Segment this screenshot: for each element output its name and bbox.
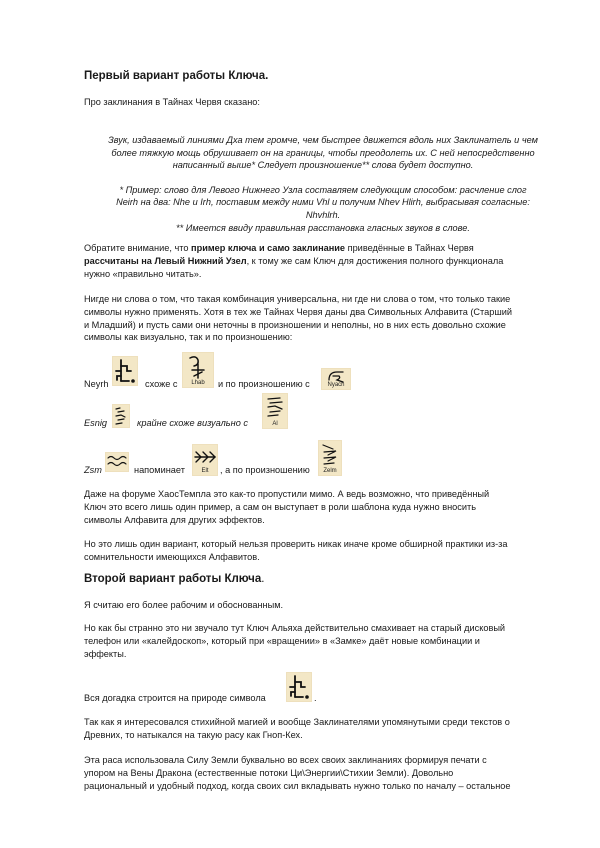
section2-title: Второй вариант работы Ключа. (84, 573, 265, 585)
quote-line: Звук, издаваемый линиями Дха тем громче, чем быстрее движется вдоль них Заклинатель и чем (108, 135, 538, 145)
word-zsm: Zsm (84, 465, 102, 475)
document-page: Первый вариант работы Ключа. Про заклинания в Тайнах Червя сказано: Звук, издаваемый линиями Дха тем громче, чем быстрее движется вдоль них Заклинатель и чем более тяжкую мощь обрушивает он на границы, чтобы преодолеть их. С ней непосредственно написанный выше* Следует произношение** слова будет доступно. * Пример: слово для Левого Нижнего Узла составляем следующим способом: расчление слог Neirh на два: Nhe и Irh, поставим между ними Vhl и получим Nhev Hlirh, выбрасывая согласные: Nhvhlrh. ** Имеется ввиду правильная расстановка гласных звуков в слове. Обратите внимание, что пример ключа и само заклинание приведённые в Тайнах Червя рассчитаны на Левый Нижний Узел, к тому же сам Ключ для достижения полного функционала нужно «правильно читать». Нигде ни слова о том, что такая комбинация универсальна, ни где ни слова о том, что только такие символы нужно применять. Хотя в тех же Тайнах Червя даны два Символьных Алфавита (Старший и Младший) и пусть сами они неточны в произношении и неполны, но в них есть довольно схожие символы как визуально, так и по произношению: Neyrh схоже с Lhab и по произношению с Nyach Esnig крайне схоже визуально с Al Zsm напоминает Elt , а по произношению Zelm Даже на форуме ХаосТемпла это как-то пропустили мимо. А ведь возможно, что приведённый Ключ это всего лишь один пример, а сам он выступает в роли шаблона куда нужно вносить символы Алфавита для других эффектов. Но это лишь один вариант, который нельзя проверить никак иначе кроме обширной практики из-за сомнительности имеющихся Алфавитов. Второй вариант работы Ключа. Я считаю его более рабочим и обоснованным. Но как бы странно это ни звучало тут Ключ Альяха действительно смахивает на старый дисковый телефон или «калейдоскоп», который при «вращении» в «Замке» даёт новые комбинации и эффекты. Вся догадка строится на природе символа . Так как я интересовался стихийной магией и вообще Заклинателями упомянутыми среди текстов о Древних, то натыкался на такую расу как Гноп-Кех. Эта раса использовала Силу Земли буквально во всех своих заклинаниях формируя печати с упором на Вены Дракона (естественные потоки Ци\Энергии\Стихии Земли). Довольно рациональный и удобный подход, когда своих сил вкладывать нужно только по началу – остальное (0, 0, 600, 848)
esnig-glyph-icon (112, 404, 130, 428)
pronunciation-label: , а по произношению (220, 465, 310, 475)
bold-phrase: рассчитаны на Левый Нижний Узел (84, 255, 247, 266)
paragraph-earth-power: Эта раса использовала Силу Земли буквально во всех своих заклинаниях формируя печати с упором на Вены Дракона (естественные потоки Ци\Энергии\Стихии Земли). Довольно рациональный и удобный подход, когда своих сил вкладывать нужно только по началу – остальное (84, 755, 511, 791)
al-glyph-icon (262, 393, 288, 429)
quote-block (84, 134, 562, 234)
section1-title: Первый вариант работы Ключа. (84, 70, 269, 82)
word-esnig: Esnig (84, 418, 107, 428)
footnote-line: ** Имеется ввиду правильная расстановка гласных звуков в слове. (176, 222, 470, 233)
nyach-glyph-icon (321, 368, 351, 390)
paragraph-gnop-keh: Так как я интересовался стихийной магией и вообще Заклинателями упомянутыми среди текстов о Древних, то натыкался на такую расу как Гноп-Кех. (84, 717, 510, 740)
zsm-glyph-icon (105, 452, 129, 472)
paragraph-working: Я считаю его более рабочим и обоснованным. (84, 600, 284, 610)
quote-line: написанный выше* Следует произношение** слова будет доступно. (172, 160, 474, 171)
section1-intro: Про заклинания в Тайнах Червя сказано: (84, 97, 260, 107)
paragraph-key-example: Обратите внимание, что пример ключа и само заклинание приведённые в Тайнах Червя рассчитаны на Левый Нижний Узел, к тому же сам Ключ для достижения полного функционала нужно «правильно читать». (84, 243, 504, 279)
bold-phrase: пример ключа и само заклинание (191, 243, 346, 253)
quote-line: более тяжкую мощь обрушивает он на границы, чтобы преодолеть их. С ней непосредственно (111, 147, 535, 158)
zelm-glyph-icon (318, 440, 342, 476)
paragraph-alphabets: Нигде ни слова о том, что такая комбинация универсальна, ни где ни слова о том, что только такие символы нужно применять. Хотя в тех же Тайнах Червя даны два Символьных Алфавита (Старший и Младший) и пусть сами они неточны в произношении и неполны, но в них есть довольно схожие символы как визуально, так и по произношению: (84, 294, 513, 343)
key-symbol-icon (286, 672, 312, 702)
elt-glyph-icon (192, 444, 218, 476)
glyph-caption: Elt (201, 468, 209, 474)
glyph-caption: Lhab (191, 380, 205, 386)
glyph-caption: Zelm (323, 468, 337, 474)
resembles-label: напоминает (134, 465, 185, 475)
neyrh-glyph-icon (112, 356, 138, 386)
footnote-line: Nhvhlrh. (305, 209, 341, 220)
paragraph-forum: Даже на форуме ХаосТемпла это как-то пропустили мимо. А ведь возможно, что приведённый Ключ это всего лишь один пример, а сам он выступает в роли шаблона куда нужно вносить символы Алфавита для других эффектов. (84, 489, 490, 525)
glyph-caption: Al (272, 421, 278, 427)
paragraph-phone: Но как бы странно это ни звучало тут Ключ Альяха действительно смахивает на старый дисковый телефон или «калейдоскоп», который при «вращении» в «Замке» даёт новые комбинации и эффекты. (84, 623, 506, 659)
footnote-line: Neirh на два: Nhe и Irh, поставим между ними Vhl и получим Nhev Hlirh, выбрасывая согласные: (116, 197, 530, 208)
similar-to-label: схоже с (145, 379, 178, 389)
pronunciation-label: и по произношению с (218, 379, 310, 389)
paragraph-one-variant: Но это лишь один вариант, который нельзя проверить никак иначе кроме обширной практики из-за сомнительности имеющихся Алфавитов. (84, 539, 508, 562)
glyph-caption: Nyach (327, 382, 345, 388)
footnote-line: * Пример: слово для Левого Нижнего Узла составляем следующим способом: расчление слог (119, 184, 527, 195)
word-neyrh: Neyrh (84, 379, 109, 389)
visually-similar-label: крайне схоже визуально с (137, 418, 248, 428)
lhab-glyph-icon (182, 352, 214, 388)
